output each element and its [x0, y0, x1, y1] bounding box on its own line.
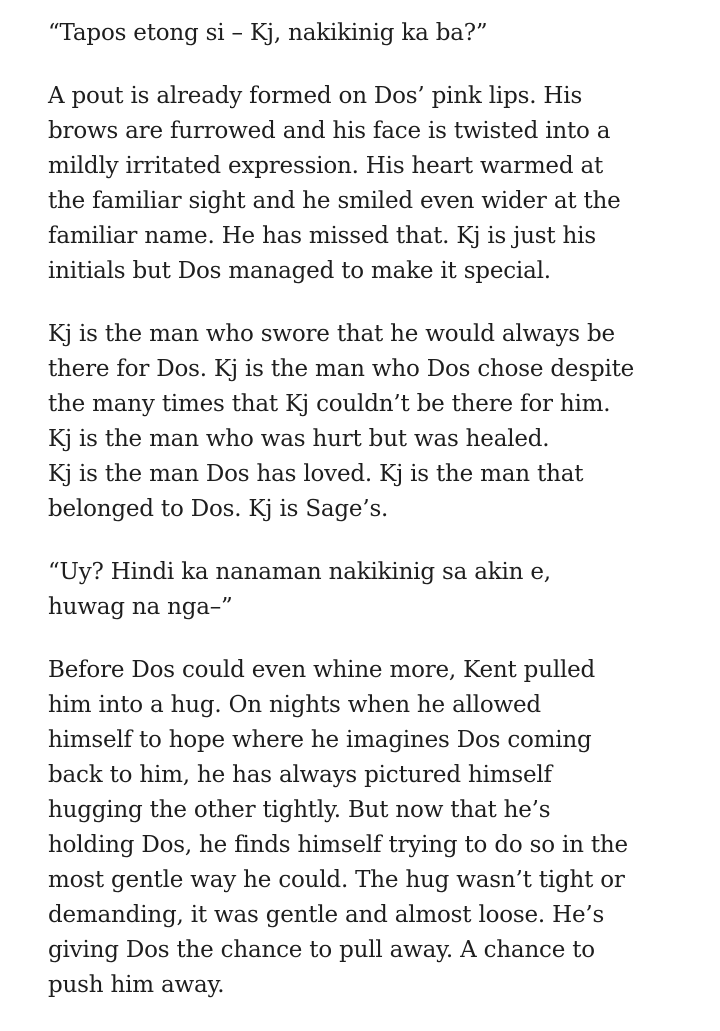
text-line: initials but Dos managed to make it special. [48, 258, 551, 284]
paragraph-dialogue-2 [48, 555, 688, 625]
text-line: Kj is the man who was hurt but was healed. [48, 426, 550, 452]
text-line: brows are furrowed and his face is twisted into a [48, 118, 611, 144]
paragraph-hug [48, 653, 688, 1003]
text-line: huwag na nga–” [48, 594, 233, 620]
text-line: giving Dos the chance to pull away. A chance to [48, 937, 595, 963]
text-line: “Uy? Hindi ka nanaman nakikinig sa akin e, [48, 559, 551, 585]
text-line: belonged to Dos. Kj is Sage’s. [48, 496, 389, 522]
text-line: mildly irritated expression. His heart warmed at [48, 153, 604, 179]
text-line: there for Dos. Kj is the man who Dos chose despite [48, 356, 635, 382]
text-line: himself to hope where he imagines Dos coming [48, 727, 592, 753]
text-line: A pout is already formed on Dos’ pink lips. His [48, 83, 583, 109]
text-line: most gentle way he could. The hug wasn’t tight or [48, 867, 625, 893]
text-line: “Tapos etong si – Kj, nakikinig ka ba?” [48, 20, 488, 46]
paragraph-kj [48, 317, 688, 527]
text-line: familiar name. He has missed that. Kj is just his [48, 223, 596, 249]
text-line: Kj is the man Dos has loved. Kj is the man that [48, 461, 584, 487]
paragraph-dialogue-1 [48, 16, 688, 51]
text-line: push him away. [48, 972, 225, 998]
text-line: Before Dos could even whine more, Kent pulled [48, 657, 596, 683]
text-line: demanding, it was gentle and almost loose. He’s [48, 902, 605, 928]
text-line: the familiar sight and he smiled even wider at the [48, 188, 621, 214]
paragraph-pout [48, 79, 688, 289]
text-line: hugging the other tightly. But now that he’s [48, 797, 551, 823]
story-text [48, 16, 688, 1031]
text-line: the many times that Kj couldn’t be there for him. [48, 391, 611, 417]
text-line: him into a hug. On nights when he allowed [48, 692, 541, 718]
text-line: back to him, he has always pictured himself [48, 762, 552, 788]
text-line: holding Dos, he finds himself trying to do so in the [48, 832, 628, 858]
text-line: Kj is the man who swore that he would always be [48, 321, 615, 347]
